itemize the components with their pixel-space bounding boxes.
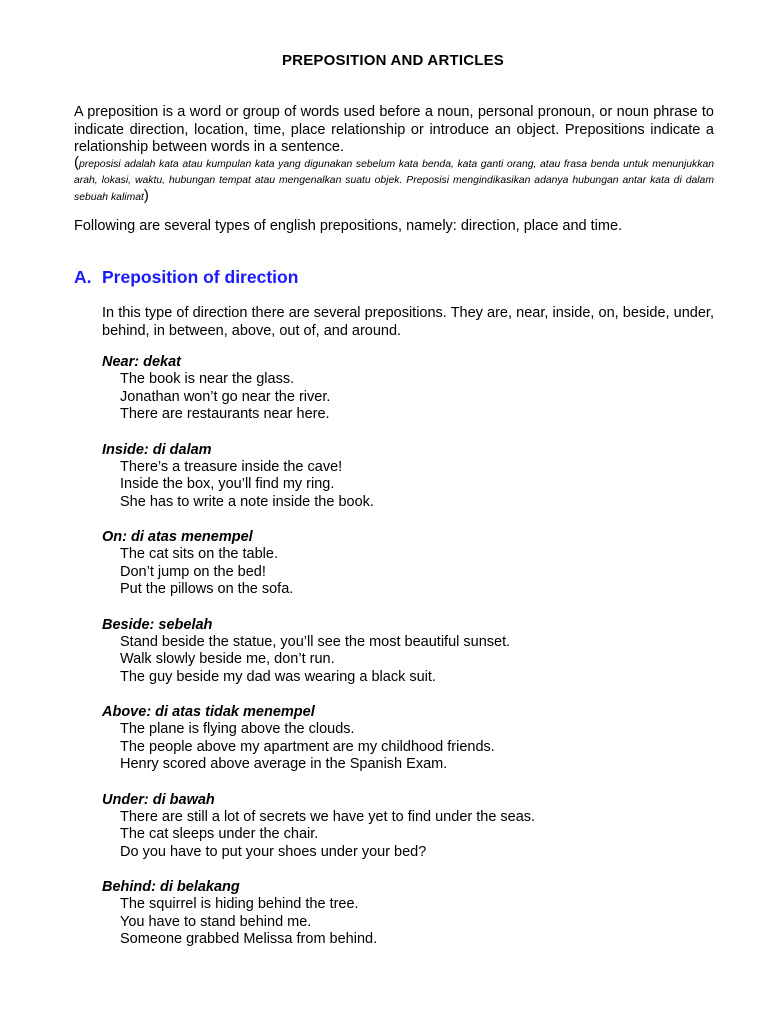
- preposition-heading: Inside: di dalam: [102, 441, 212, 458]
- example-sentence: Do you have to put your shoes under your bed?: [120, 843, 427, 860]
- example-sentence: There’s a treasure inside the cave!: [120, 458, 343, 475]
- example-sentence: There are restaurants near here.: [120, 406, 330, 422]
- example-sentence: The squirrel is hiding behind the tree.: [120, 896, 359, 912]
- intro-paragraph: A preposition is a word or group of words used before a noun, personal pronoun, or noun phrase to indicate direction, location, time, place relationship or introduce an object. Prepositions indicate a relationship between words in a sentence.: [74, 104, 714, 155]
- note-open-paren: (: [74, 154, 79, 171]
- preposition-block: [102, 528, 722, 599]
- example-sentence: Stand beside the statue, you’ll see the most beautiful sunset.: [120, 633, 511, 650]
- example-sentence: The people above my apartment are my childhood friends.: [120, 738, 495, 755]
- preposition-block: [102, 878, 722, 949]
- preposition-heading: On: di atas menempel: [102, 529, 253, 545]
- preposition-heading: Near: dekat: [102, 354, 181, 370]
- preposition-block: [102, 441, 722, 512]
- example-sentence: She has to write a note inside the book.: [120, 493, 374, 510]
- preposition-heading: Above: di atas tidak menempel: [102, 704, 315, 720]
- example-sentence: Inside the box, you’ll find my ring.: [120, 476, 335, 492]
- example-sentence: You have to stand behind me.: [120, 913, 312, 930]
- types-paragraph: Following are several types of english prepositions, namely: direction, place and time.: [74, 218, 623, 234]
- example-sentence: The cat sleeps under the chair.: [120, 826, 319, 842]
- section-a-title: Preposition of direction: [102, 267, 299, 287]
- example-sentence: The book is near the glass.: [120, 371, 295, 387]
- preposition-block: [102, 616, 722, 687]
- document-title: PREPOSITION AND ARTICLES: [281, 52, 505, 69]
- preposition-block: [102, 791, 722, 862]
- section-a-intro: In this type of direction there are several prepositions. They are, near, inside, on, beside, under, behind, in between, above, out of, and around.: [102, 305, 714, 339]
- section-a-letter: A.: [74, 267, 92, 287]
- example-sentence: Jonathan won’t go near the river.: [120, 388, 331, 405]
- preposition-heading: Under: di bawah: [102, 791, 215, 808]
- note-text: preposisi adalah kata atau kumpulan kata yang digunakan sebelum kata benda, kata ganti orang, atau frasa benda untuk menunjukkan arah, lokasi, waktu, hubungan tempat atau mengenalkan suatu objek. Preposisi mengindikasikan adanya hubungan antar kata di dalam sebuah kalimat: [74, 159, 714, 203]
- preposition-list: [102, 353, 722, 966]
- indonesian-translation-note: [74, 155, 714, 206]
- example-sentence: Walk slowly beside me, don’t run.: [120, 651, 335, 667]
- example-sentence: There are still a lot of secrets we have yet to find under the seas.: [120, 808, 536, 825]
- example-sentence: Put the pillows on the sofa.: [120, 581, 294, 597]
- preposition-heading: Behind: di belakang: [102, 879, 240, 895]
- example-sentence: The cat sits on the table.: [120, 546, 278, 562]
- preposition-block: [102, 703, 722, 774]
- example-sentence: Don’t jump on the bed!: [120, 563, 266, 580]
- preposition-heading: Beside: sebelah: [102, 616, 213, 633]
- example-sentence: Henry scored above average in the Spanish Exam.: [120, 756, 448, 772]
- note-close-paren: ): [143, 187, 149, 204]
- section-a-heading: [74, 267, 298, 288]
- example-sentence: The plane is flying above the clouds.: [120, 721, 355, 737]
- example-sentence: Someone grabbed Melissa from behind.: [120, 931, 378, 947]
- example-sentence: The guy beside my dad was wearing a black suit.: [120, 668, 436, 685]
- preposition-block: [102, 353, 722, 424]
